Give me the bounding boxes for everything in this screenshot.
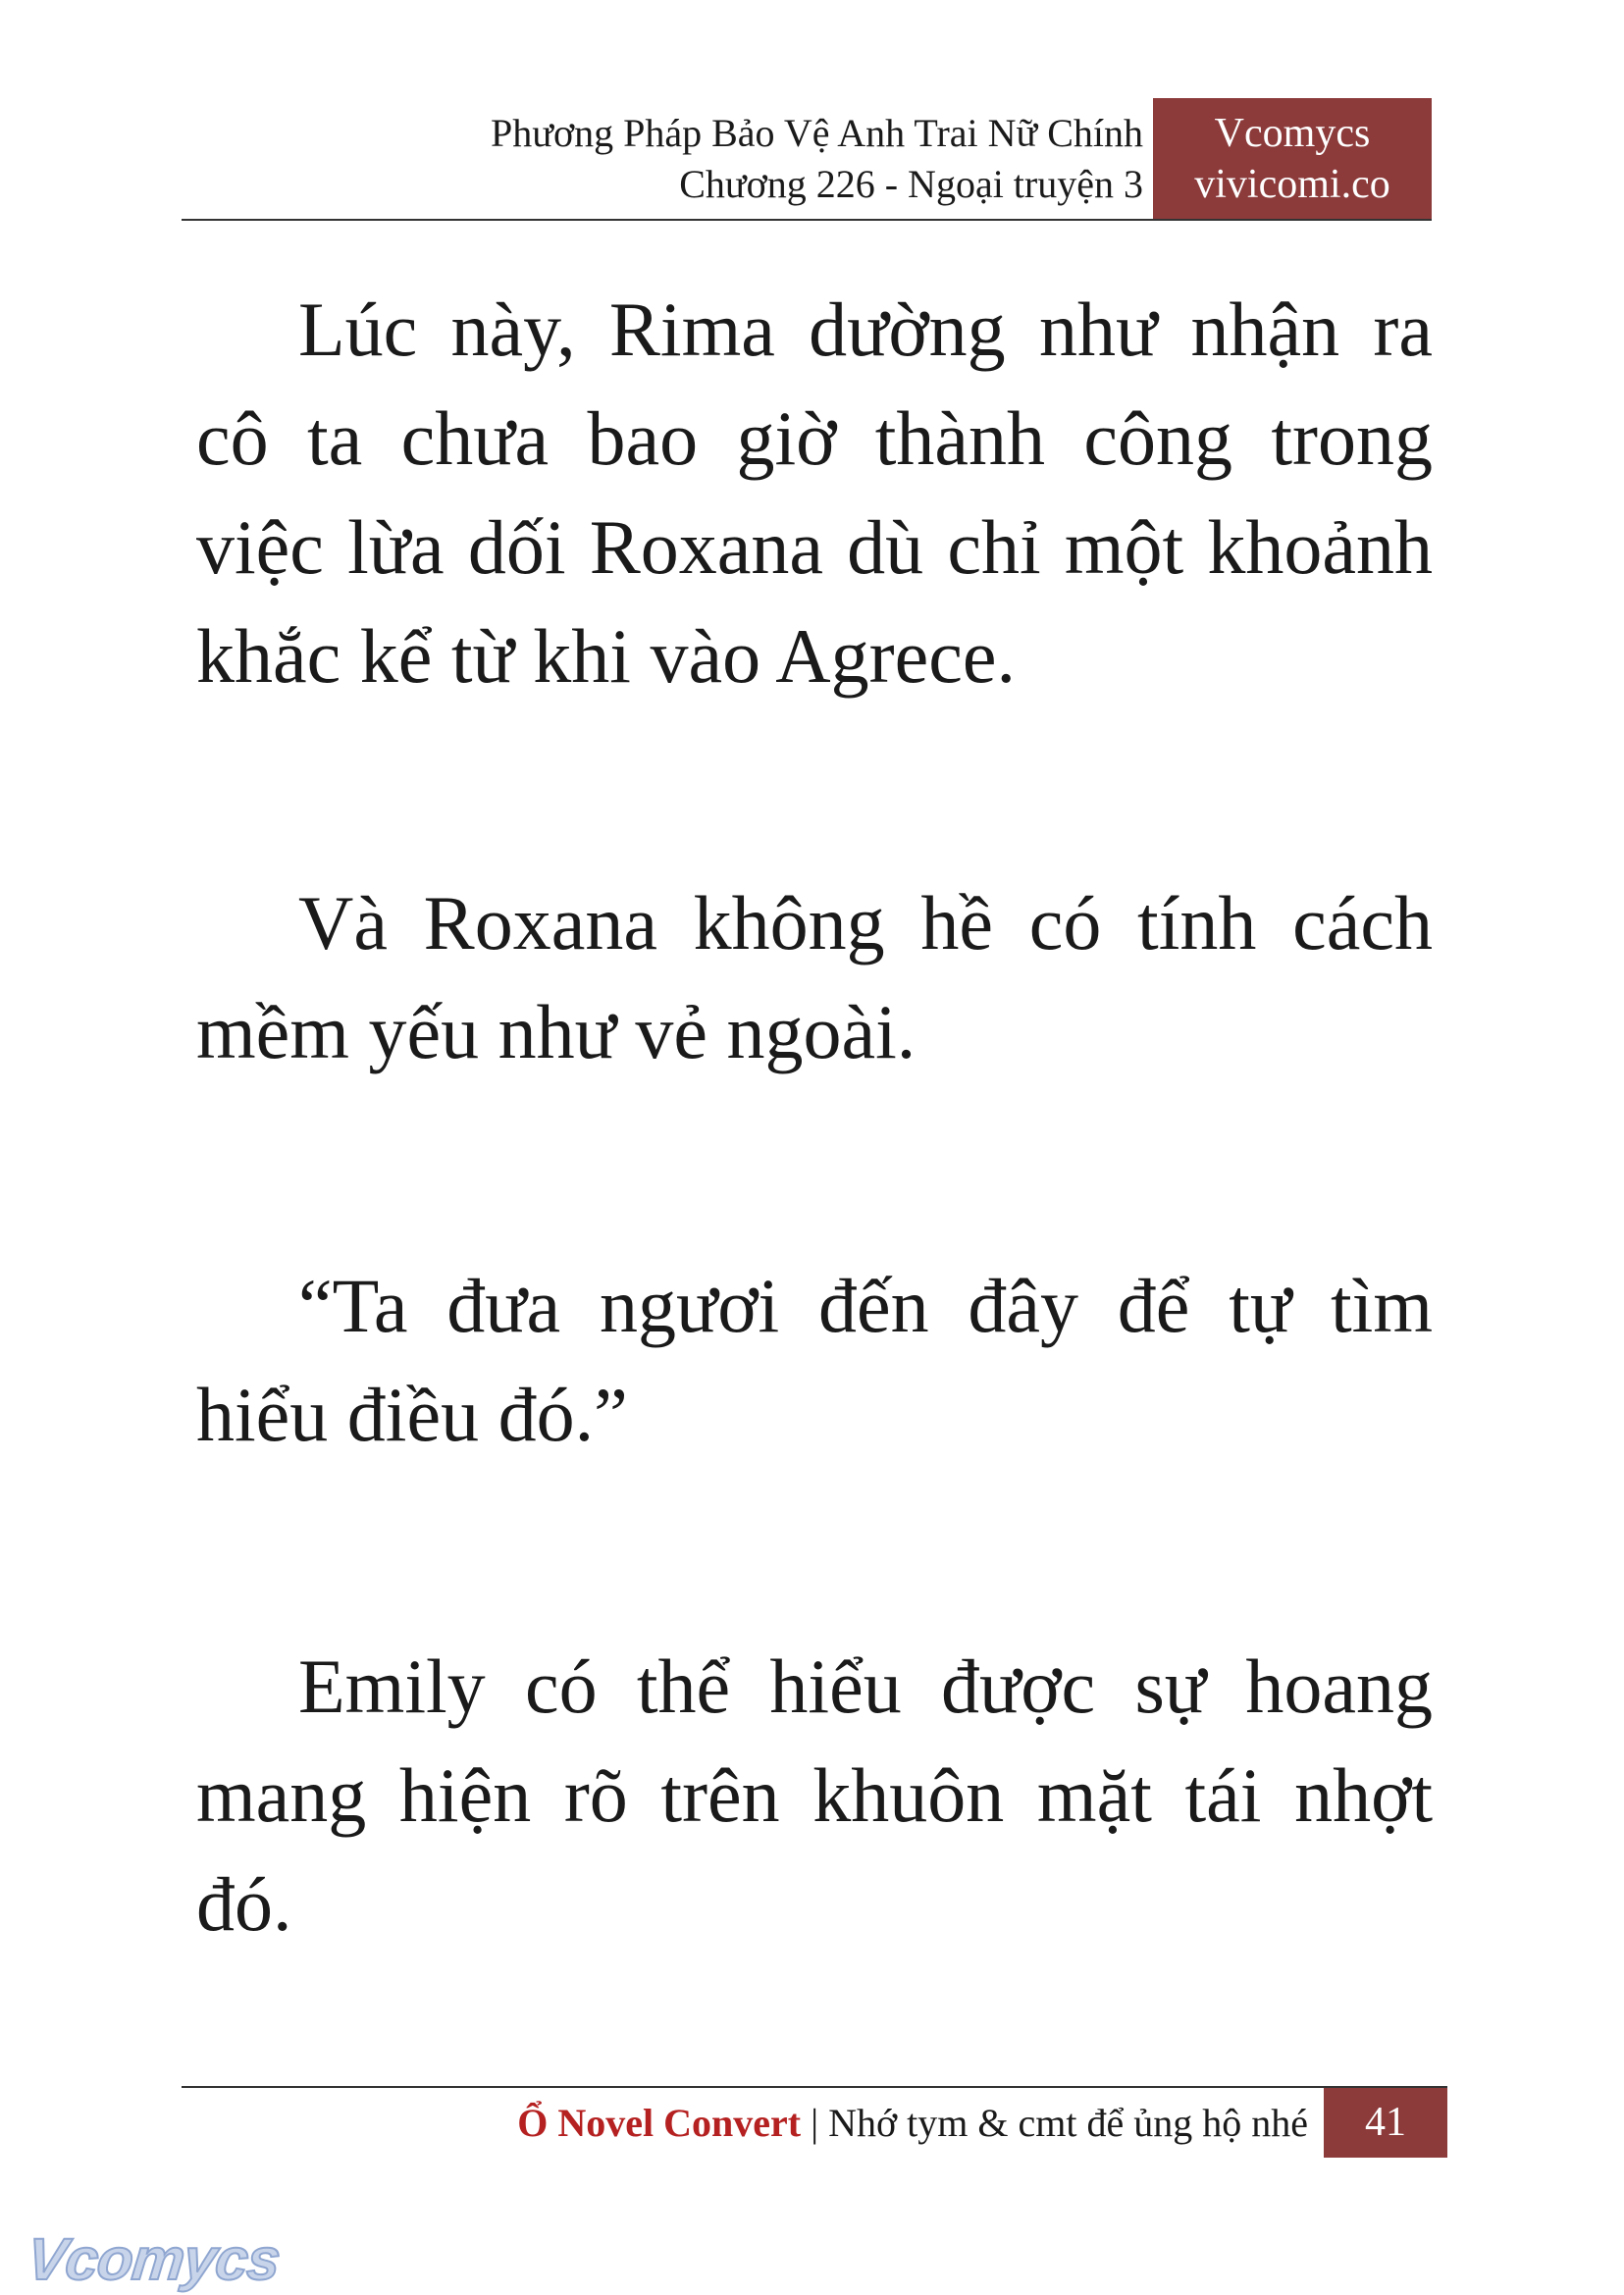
paragraph: Lúc này, Rima dường như nhận ra cô ta chưa bao giờ thành công trong việc lừa dối Roxana dù chỉ một khoảnh khắc kể từ khi vào Agrece. bbox=[196, 287, 1433, 699]
paragraph-2-block bbox=[196, 868, 1433, 1086]
page-footer bbox=[517, 2094, 1308, 2153]
brand-badge bbox=[1153, 98, 1432, 220]
chapter-title: Chương 226 - Ngoại truyện 3 bbox=[679, 162, 1143, 206]
paragraph-1-block bbox=[196, 275, 1433, 710]
paragraph: Và Roxana không hề có tính cách mềm yếu như vẻ ngoài. bbox=[196, 880, 1433, 1074]
brand-name: Vcomycs bbox=[1214, 111, 1371, 156]
paragraph: Emily có thể hiểu được sự hoang mang hiện rõ trên khuôn mặt tái nhợt đó. bbox=[196, 1643, 1433, 1947]
page-header bbox=[491, 108, 1143, 210]
footer-separator: | bbox=[811, 2101, 819, 2145]
footer-brand: Ổ Novel Convert bbox=[517, 2101, 802, 2145]
paragraph: “Ta đưa ngươi đến đây để tự tìm hiểu điều đó.” bbox=[196, 1263, 1433, 1457]
footer-message: Nhớ tym & cmt để ủng hộ nhé bbox=[828, 2101, 1308, 2145]
book-title: Phương Pháp Bảo Vệ Anh Trai Nữ Chính bbox=[491, 111, 1143, 155]
vcomycs-watermark-logo: Vcomycs bbox=[24, 2226, 284, 2292]
page-number: 41 bbox=[1324, 2088, 1447, 2158]
header-divider bbox=[182, 219, 1432, 221]
paragraph-3-block bbox=[196, 1251, 1433, 1469]
brand-site: vivicomi.co bbox=[1194, 162, 1390, 207]
paragraph-4-block bbox=[196, 1632, 1433, 1958]
footer-divider bbox=[182, 2086, 1447, 2088]
